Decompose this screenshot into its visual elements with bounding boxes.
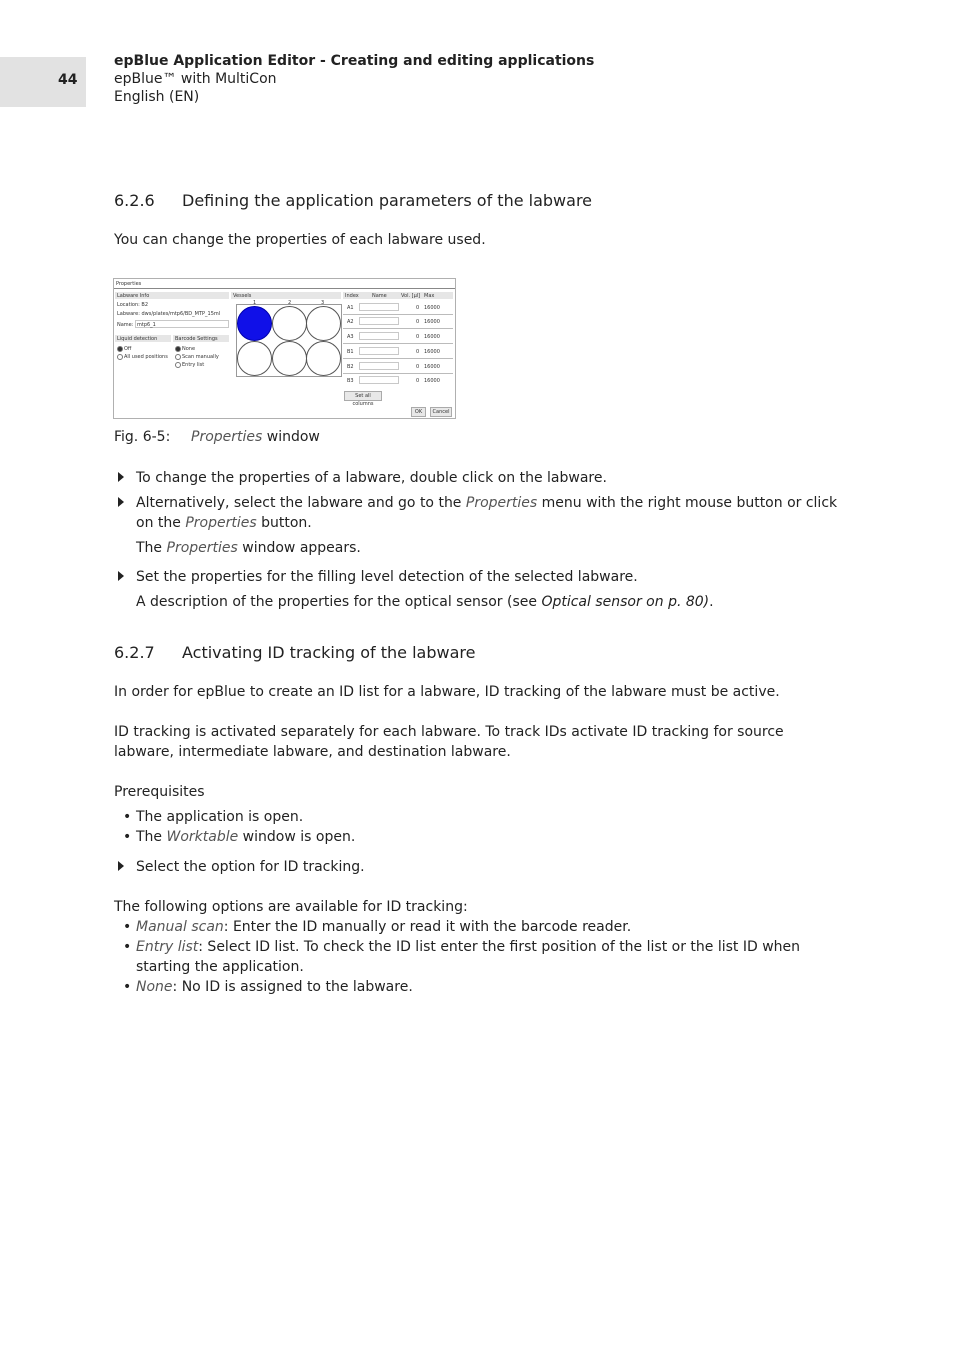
labware-info-label: Labware Info bbox=[117, 293, 150, 299]
window-titlebar bbox=[114, 279, 455, 289]
ok-button[interactable]: OK bbox=[411, 407, 426, 417]
labware-path-text: Labware: dws/plates/mtp6/BD_MTP_15ml bbox=[117, 311, 221, 317]
step-item: To change the properties of a labware, double click on the labware. bbox=[114, 468, 844, 488]
name-input[interactable]: mtp6_1 bbox=[135, 320, 229, 328]
section-title: Defining the application parameters of the labware bbox=[182, 191, 593, 210]
section-heading-626 bbox=[114, 191, 592, 210]
well-a2[interactable] bbox=[272, 306, 307, 341]
radio-entry-list[interactable] bbox=[175, 362, 181, 368]
intro-paragraph: You can change the properties of each labware used. bbox=[114, 232, 486, 248]
step-result: A description of the properties for the optical sensor (see Optical sensor on p. 80). bbox=[136, 594, 714, 610]
bullet-dot: • bbox=[123, 939, 132, 955]
cancel-button[interactable]: Cancel bbox=[430, 407, 452, 417]
header-product: epBlue™ with MultiCon bbox=[114, 71, 277, 87]
paragraph: In order for epBlue to create an ID list for a labware, ID tracking of the labware must be active. bbox=[114, 684, 780, 700]
step-arrow-icon bbox=[118, 472, 124, 482]
radio-none-label: None bbox=[182, 346, 196, 352]
col-name-header: Name bbox=[372, 293, 387, 299]
col-max-header: Max bbox=[424, 293, 435, 299]
radio-scan-manually[interactable] bbox=[175, 354, 181, 360]
well-a1-selected[interactable] bbox=[237, 306, 272, 341]
column-number-2: 2 bbox=[288, 300, 292, 306]
radio-entry-list-label: Entry list bbox=[182, 362, 205, 368]
properties-window-figure: Properties Labware Info Location: B2 Labware: dws/plates/mtp6/BD_MTP_15ml Name: mtp6_1 Liquid detection Off All used positions Barcode Settings None Scan manually Entry list Vessels 1 2 3 Index Name Vol. [µl] Max A1 0 16000 A2 0 16000 A3 0 16000 B1 0 16000 B2 0 16000 B3 0 16000 Set all columns OK Cancel bbox=[113, 278, 456, 419]
well-b2[interactable] bbox=[272, 341, 307, 376]
list-item: • The Worktable window is open. bbox=[123, 829, 356, 845]
col-vol-header: Vol. [µl] bbox=[401, 293, 421, 299]
column-number-1: 1 bbox=[253, 300, 257, 306]
step-arrow-icon bbox=[118, 497, 124, 507]
radio-all-used[interactable] bbox=[117, 354, 123, 360]
header-title: epBlue Application Editor - Creating and editing applications bbox=[114, 53, 595, 69]
running-header bbox=[114, 52, 594, 106]
figure-caption bbox=[114, 429, 320, 445]
section-number: 6.2.7 bbox=[114, 643, 155, 662]
radio-all-used-label: All used positions bbox=[124, 354, 168, 360]
list-item: • None: No ID is assigned to the labware. bbox=[123, 979, 413, 995]
prerequisites-heading: Prerequisites bbox=[114, 784, 205, 800]
step-item: Select the option for ID tracking. bbox=[114, 857, 844, 877]
caption-rest: window bbox=[262, 429, 320, 445]
well-b1[interactable] bbox=[237, 341, 272, 376]
row-name-input[interactable] bbox=[359, 376, 399, 384]
list-item: • Manual scan: Enter the ID manually or read it with the barcode reader. bbox=[123, 919, 632, 935]
liquid-detection-label: Liquid detection bbox=[117, 336, 158, 342]
options-intro: The following options are available for ID tracking: bbox=[114, 899, 468, 915]
radio-none[interactable] bbox=[175, 346, 181, 352]
section-title: Activating ID tracking of the labware bbox=[182, 643, 476, 662]
name-label: Name: bbox=[117, 322, 134, 328]
cross-reference-link: Optical sensor on p. 80) bbox=[541, 594, 710, 610]
bullet-dot: • bbox=[123, 809, 132, 825]
row-name-input[interactable] bbox=[359, 362, 399, 370]
step-item: Set the properties for the filling level detection of the selected labware. bbox=[114, 567, 844, 587]
well-b3[interactable] bbox=[306, 341, 341, 376]
section-number: 6.2.6 bbox=[114, 191, 155, 210]
list-item: • The application is open. bbox=[123, 809, 304, 825]
caption-italic: Properties bbox=[191, 429, 263, 445]
bullet-dot: • bbox=[123, 919, 132, 935]
step-result: The Properties window appears. bbox=[136, 540, 361, 556]
set-all-columns-button[interactable]: Set all columns bbox=[344, 391, 382, 401]
vessels-label: Vessels bbox=[233, 293, 252, 299]
radio-off[interactable] bbox=[117, 346, 123, 352]
well-a3[interactable] bbox=[306, 306, 341, 341]
section-heading-627 bbox=[114, 643, 475, 662]
row-name-input[interactable] bbox=[359, 332, 399, 340]
table-header-bar bbox=[343, 292, 453, 299]
paragraph: ID tracking is activated separately for each labware. To track IDs activate ID tracking for source labware, intermediate labware, and destination labware. bbox=[114, 724, 784, 760]
bullet-dot: • bbox=[123, 829, 132, 845]
row-name-input[interactable] bbox=[359, 317, 399, 325]
col-index-header: Index bbox=[345, 293, 359, 299]
row-name-input[interactable] bbox=[359, 303, 399, 311]
column-number-3: 3 bbox=[321, 300, 325, 306]
page-number: 44 bbox=[58, 72, 78, 88]
bullet-dot: • bbox=[123, 979, 132, 995]
row-name-input[interactable] bbox=[359, 347, 399, 355]
location-text: Location: B2 bbox=[117, 302, 149, 308]
step-arrow-icon bbox=[118, 861, 124, 871]
barcode-settings-label: Barcode Settings bbox=[175, 336, 218, 342]
step-item: Alternatively, select the labware and go to the Properties menu with the right mouse button or click on the Properties button. bbox=[114, 493, 844, 533]
radio-scan-manually-label: Scan manually bbox=[182, 354, 219, 360]
step-arrow-icon bbox=[118, 571, 124, 581]
header-language: English (EN) bbox=[114, 89, 200, 105]
list-item: • Entry list: Select ID list. To check the ID list enter the first position of the list or the list ID when starting the application. bbox=[123, 939, 801, 975]
radio-off-label: Off bbox=[124, 346, 132, 352]
window-title: Properties bbox=[116, 281, 142, 287]
caption-label: Fig. 6-5: bbox=[114, 429, 171, 445]
